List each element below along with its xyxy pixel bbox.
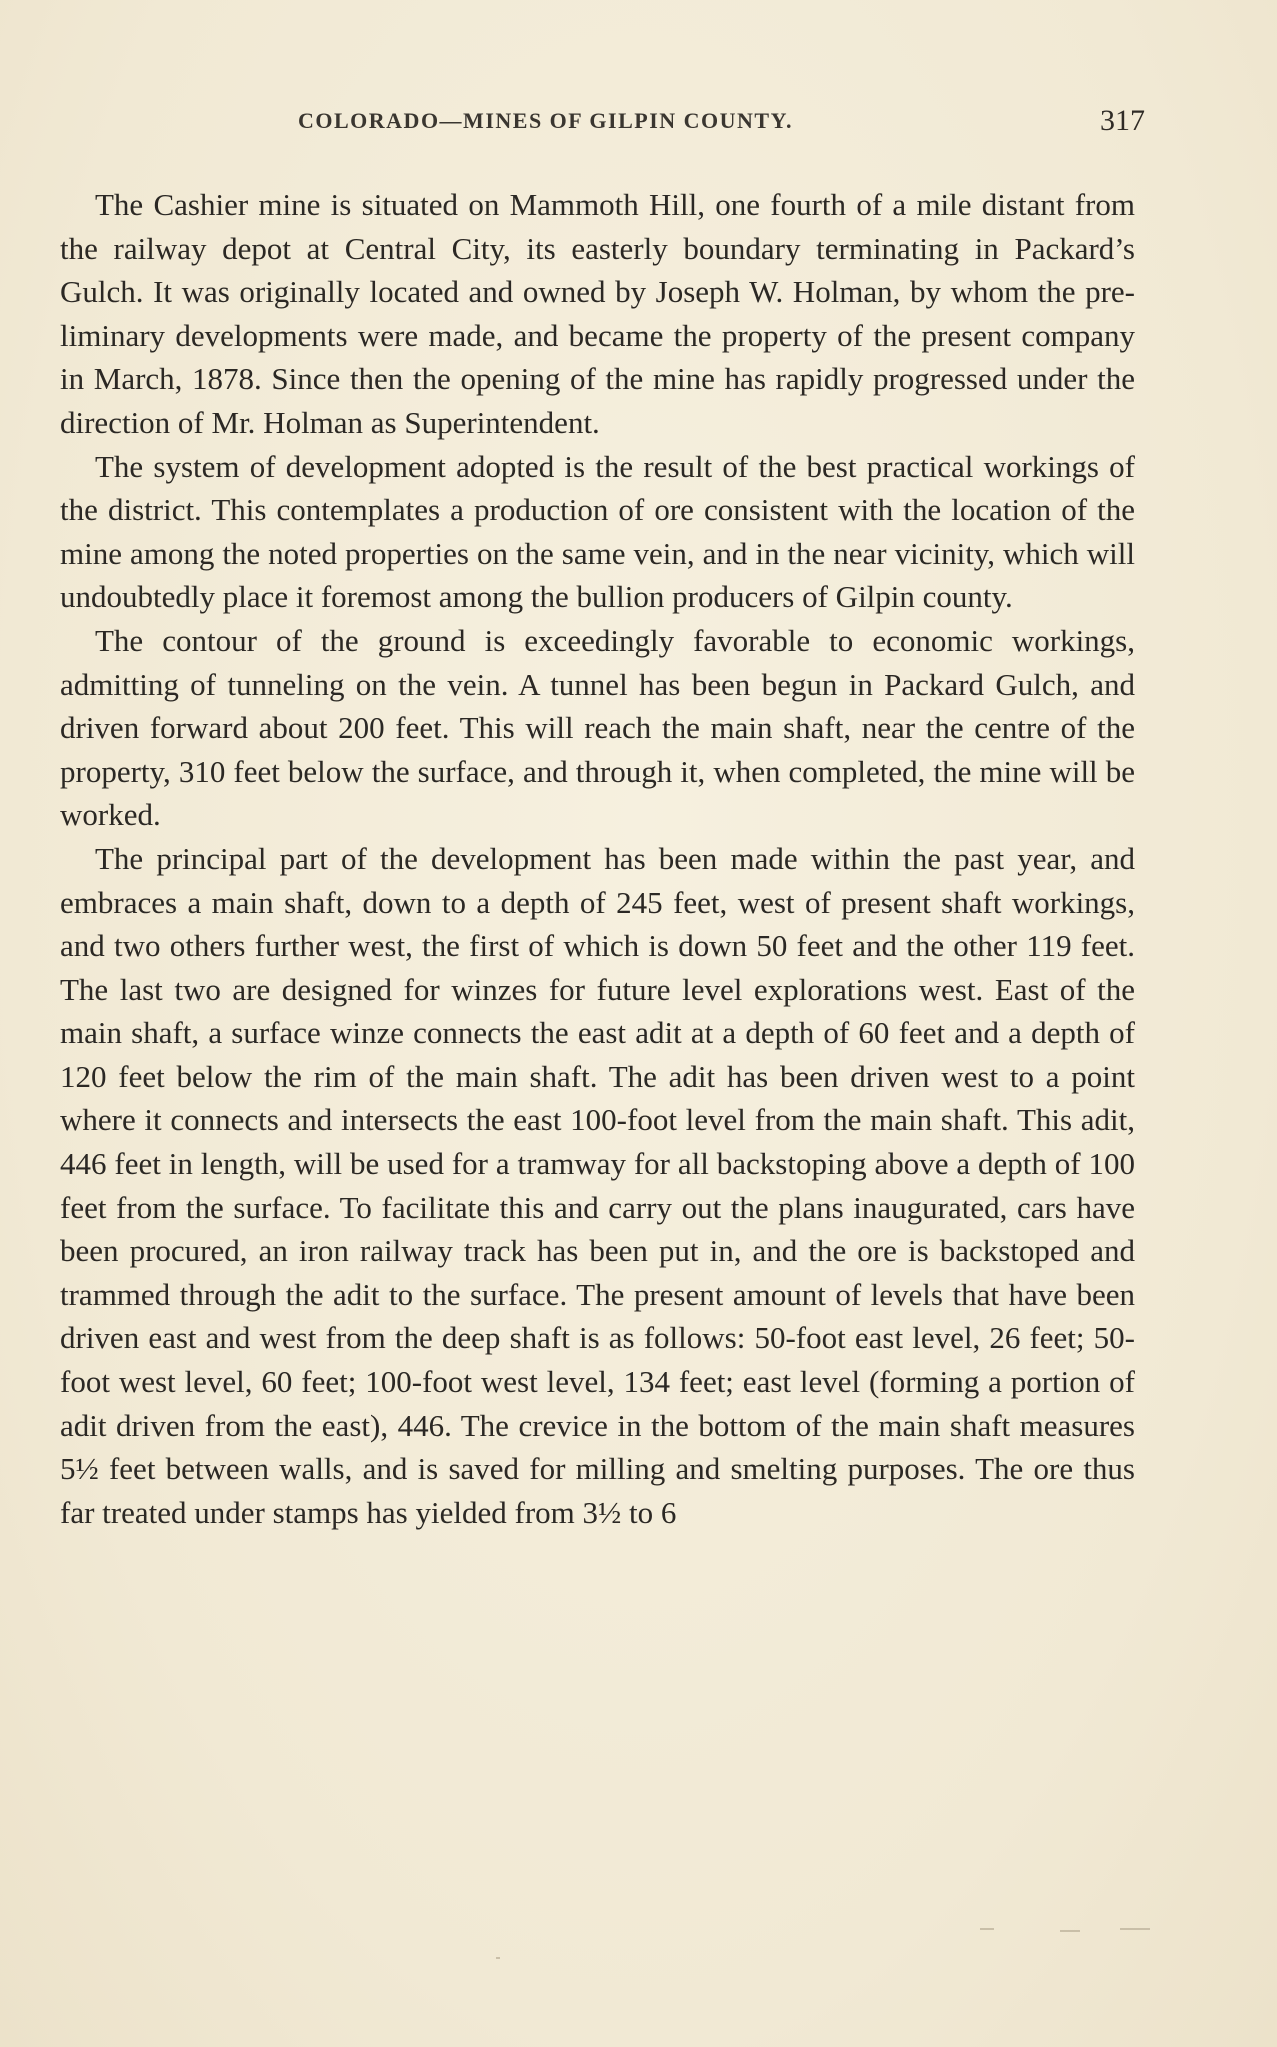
paragraph-cashier-mine-location: The Cashier mine is situated on Mammoth Hill, one fourth of a mile distant from the railway depot at Central City, its easterly boundary terminating in Packard’s Gulch. It was originally located and owned by Joseph W. Holman, by whom the preliminary developments were made, and became the property of the present company in March, 1878. Since then the opening of the mine has rapidly progressed under the direction of Mr. Holman as Superintendent.: [60, 187, 1135, 440]
paragraph-ground-contour: The contour of the ground is exceedingly favorable to economic workings, admitting of tunneling on the vein. A tunnel has been begun in Packard Gulch, and driven forward about 200 feet. This will reach the main shaft, near the centre of the property, 310 feet below the surface, and through it, when completed, the mine will be worked.: [60, 622, 1135, 833]
print-speck: [1060, 1930, 1080, 1932]
page-header: [60, 104, 1145, 144]
body-text: [60, 183, 1135, 1534]
running-head: COLORADO—MINES OF GILPIN COUNTY.: [298, 108, 793, 133]
paragraph-principal-development: The principal part of the development has been made within the past year, and embraces a main shaft, down to a depth of 245 feet, west of present shaft workings, and two others further west, the first of which is down 50 feet and the other 119 feet. The last two are designed for winzes for future level explorations west. East of the main shaft, a surface winze connects the east adit at a depth of 60 feet and a depth of 120 feet below the rim of the main shaft. The adit has been driven west to a point where it connects and intersects the east 100-foot level from the main shaft. This adit, 446 feet in length, will be used for a tramway for all backstoping above a depth of 100 feet from the surface. To facilitate this and carry out the plans inaugurated, cars have been procured, an iron railway track has been put in, and the ore is backstoped and trammed through the adit to the surface. The present amount of levels that have been driven east and west from the deep shaft is as follows: 50-foot east level, 26 feet; 50-foot west level, 60 feet; 100-foot west level, 134 feet; east level (forming a portion of adit driven from the east), 446. The crevice in the bottom of the main shaft measures 5½ feet between walls, and is saved for milling and smelting purposes. The ore thus far treated under stamps has yielded from 3½ to 6: [60, 840, 1135, 1530]
print-speck: [980, 1928, 994, 1930]
print-speck: [1120, 1928, 1150, 1930]
page-number: 317: [1100, 104, 1145, 137]
paragraph-system-of-development: The system of development adopted is the result of the best practical workings of the district. This contemplates a production of ore consistent with the location of the mine among the noted properties on the same vein, and in the near vicinity, which will undoubtedly place it foremost among the bullion producers of Gilpin county.: [60, 448, 1135, 615]
print-speck: [496, 1957, 500, 1959]
